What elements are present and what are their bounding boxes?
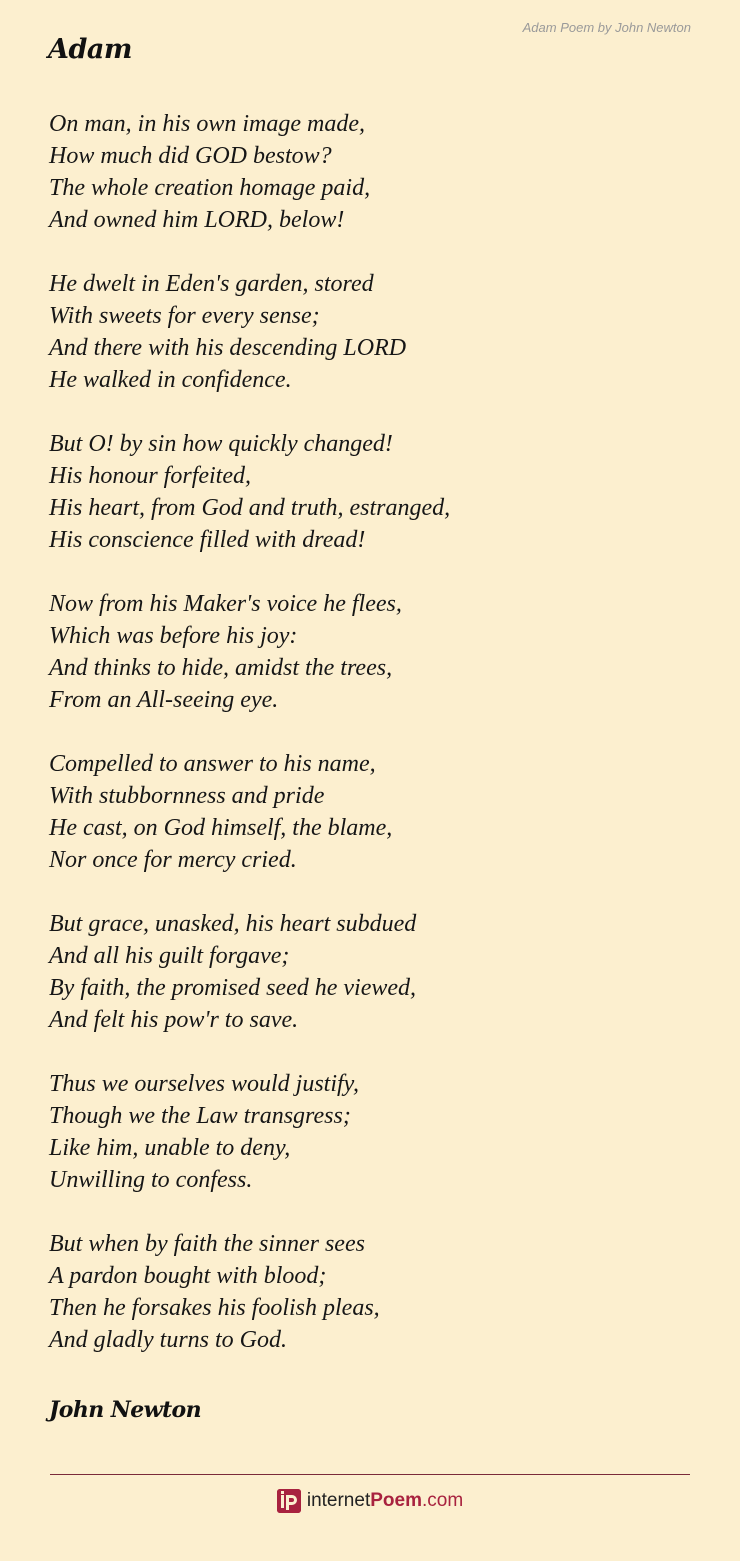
stanza (49, 1068, 689, 1196)
poem-line: Compelled to answer to his name, (49, 751, 376, 777)
poem-line: He dwelt in Eden's garden, stored (49, 271, 374, 297)
stanza (49, 428, 689, 556)
poem-line: He walked in confidence. (49, 367, 292, 393)
stanza (49, 268, 689, 396)
stanza (49, 108, 689, 236)
footer (0, 1486, 740, 1516)
poem-line: Now from his Maker's voice he flees, (49, 591, 402, 617)
poem-line: Nor once for mercy cried. (49, 847, 297, 873)
logo-text-part: Poem (370, 1490, 422, 1511)
poem-line: His honour forfeited, (49, 463, 251, 489)
poem-line: Then he forsakes his foolish pleas, (49, 1295, 380, 1321)
footer-divider (50, 1474, 690, 1475)
poem-line: From an All-seeing eye. (49, 687, 279, 713)
poem-line: The whole creation homage paid, (49, 175, 371, 201)
poem-line: He cast, on God himself, the blame, (49, 815, 393, 841)
stanza (49, 588, 689, 716)
poem-line: A pardon bought with blood; (49, 1263, 327, 1289)
site-logo-link[interactable] (277, 1489, 463, 1513)
logo-text-part: .com (421, 1490, 464, 1511)
poem-line: But when by faith the sinner sees (49, 1231, 365, 1257)
poem-line: Unwilling to confess. (49, 1167, 253, 1193)
poem-line: Like him, unable to deny, (49, 1135, 291, 1161)
poem-line: On man, in his own image made, (49, 111, 365, 137)
poem-line: Though we the Law transgress; (49, 1103, 351, 1129)
poem-line: And all his guilt forgave; (49, 943, 290, 969)
poem-line: And there with his descending LORD (49, 335, 407, 361)
poem-line: Which was before his joy: (49, 623, 298, 649)
poem-line: Thus we ourselves would justify, (49, 1071, 360, 1097)
site-logo-text (307, 1490, 463, 1512)
stanza (49, 1228, 689, 1356)
poem-line: With stubbornness and pride (49, 783, 325, 809)
poem-line: And gladly turns to God. (49, 1327, 287, 1353)
page-caption: Adam Poem by John Newton (522, 20, 691, 35)
poem-line: And felt his pow'r to save. (49, 1007, 299, 1033)
poem-author: John Newton (49, 1397, 202, 1423)
poem-line: But O! by sin how quickly changed! (49, 431, 393, 457)
poem-body (49, 108, 689, 1388)
poem-line: By faith, the promised seed he viewed, (49, 975, 417, 1001)
poem-line: His heart, from God and truth, estranged, (49, 495, 451, 521)
poem-line: But grace, unasked, his heart subdued (49, 911, 417, 937)
logo-text-part: internet (306, 1490, 371, 1511)
poem-title: Adam (48, 34, 132, 65)
internetpoem-logo-icon (277, 1489, 301, 1513)
poem-line: And owned him LORD, below! (49, 207, 345, 233)
stanza (49, 908, 689, 1036)
poem-line: His conscience filled with dread! (49, 527, 366, 553)
poem-line: And thinks to hide, amidst the trees, (49, 655, 393, 681)
stanza (49, 748, 689, 876)
poem-line: How much did GOD bestow? (49, 143, 332, 169)
poem-line: With sweets for every sense; (49, 303, 320, 329)
